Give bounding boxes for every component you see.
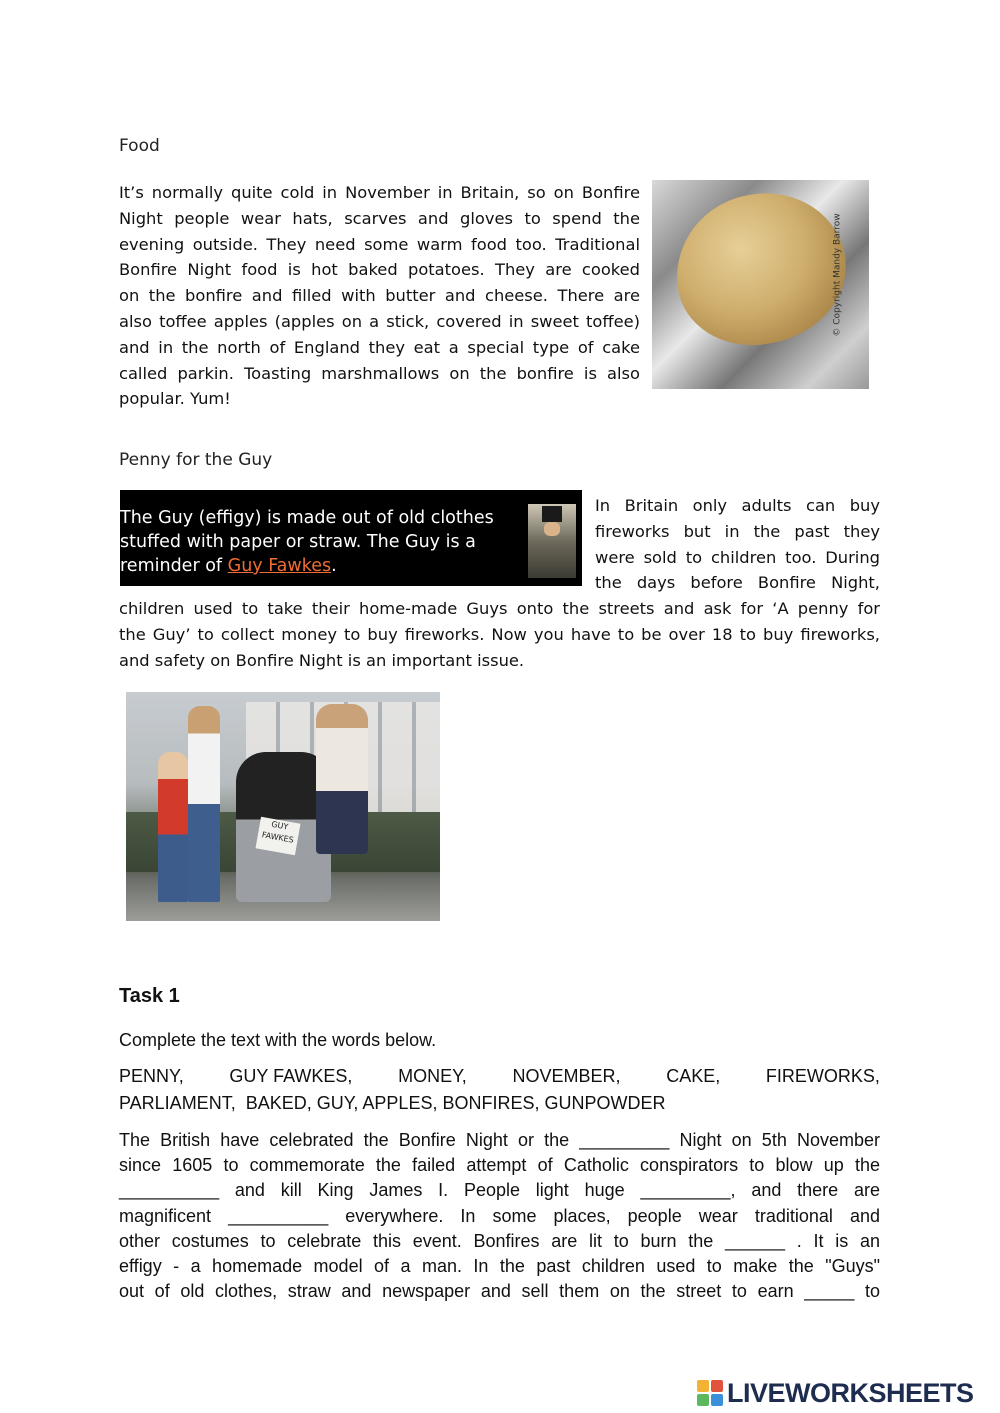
cloze-line: since 1605 to commemorate the failed attempt of Catholic conspirators to blow up the (119, 1155, 880, 1176)
penny-line: and safety on Bonfire Night is an important issue. (119, 650, 525, 670)
cloze-line: __________ and kill King James I. People light huge _________, and there are (119, 1180, 880, 1201)
guy-caption-text: The Guy (effigy) is made out of old clothes stuffed with paper or straw. The Guy is a reminder of (120, 508, 494, 576)
image-copyright: © Copyright Mandy Barrow (832, 213, 843, 337)
photo-child (188, 706, 220, 902)
logo-text: LIVEWORKSHEETS (727, 1377, 974, 1408)
food-line: evening outside. They need some warm food too. Traditional (119, 234, 640, 254)
penny-line: the Guy’ to collect money to buy fireworks. Now you have to be over 18 to buy fireworks, (119, 624, 880, 644)
penny-heading: Penny for the Guy (119, 450, 273, 470)
penny-line: were sold to children too. During (595, 547, 880, 567)
penny-line: the days before Bonfire Night, (595, 573, 880, 593)
cloze-line: The British have celebrated the Bonfire Night or the _________ Night on 5th November (119, 1130, 880, 1150)
penny-line: In Britain only adults can buy (595, 496, 880, 515)
penny-line: fireworks but in the past they (595, 521, 880, 541)
food-line: also toffee apples (apples on a stick, covered in sweet toffee) (119, 311, 640, 331)
word-bank-line-2: PARLIAMENT, BAKED, GUY, APPLES, BONFIRES, GUNPOWDER (119, 1093, 666, 1113)
word-bank-item: NOVEMBER, (512, 1066, 621, 1086)
logo-mark-icon (697, 1380, 723, 1406)
penny-side-paragraph (595, 493, 880, 596)
photo-child (158, 752, 188, 902)
word-bank-item: MONEY, (398, 1066, 467, 1086)
word-bank-item: FIREWORKS, (765, 1066, 880, 1086)
word-bank-item: GUY FAWKES, (229, 1066, 353, 1086)
logo-square (697, 1394, 709, 1406)
guy-face (544, 522, 560, 536)
guy-caption-end: . (331, 556, 337, 576)
cloze-line: effigy - a homemade model of a man. In the past children used to make the "Guys" (119, 1256, 880, 1277)
food-line: on the bonfire and filled with butter and cheese. There are (119, 286, 640, 306)
food-line: called parkin. Toasting marshmallows on the bonfire is also (119, 363, 640, 383)
food-paragraph (119, 180, 640, 412)
penny-full-paragraph (119, 596, 880, 673)
children-with-guy-photo (126, 692, 440, 921)
liveworksheets-logo (697, 1377, 974, 1409)
cloze-line: other costumes to celebrate this event. Bonfires are lit to burn the ______ . It is an (119, 1230, 880, 1251)
guy-caption (120, 506, 525, 578)
cloze-line: out of old clothes, straw and newspaper and sell them on the street to earn _____ to (119, 1281, 880, 1302)
guy-hat (542, 506, 562, 522)
task-instruction: Complete the text with the words below. (119, 1030, 437, 1050)
potato-shape (666, 183, 855, 355)
guy-fawkes-link[interactable]: Guy Fawkes (227, 556, 332, 576)
task-title: Task 1 (119, 985, 180, 1007)
logo-square (697, 1380, 709, 1392)
word-bank-line-1 (119, 1066, 880, 1087)
photo-child (316, 704, 368, 854)
logo-square (711, 1394, 723, 1406)
baked-potato-image (652, 180, 869, 389)
penny-line: children used to take their home-made Guys onto the streets and ask for ‘A penny for (119, 599, 880, 618)
food-line: popular. Yum! (119, 389, 231, 409)
guy-caption-image (120, 490, 582, 586)
logo-square (711, 1380, 723, 1392)
food-line: It’s normally quite cold in November in Britain, so on Bonfire (119, 183, 640, 202)
food-line: and in the north of England they eat a special type of cake (119, 337, 640, 357)
food-line: Bonfire Night food is hot baked potatoes. They are cooked (119, 260, 640, 280)
photo-guy-sign: GUY FAWKES (256, 817, 301, 855)
word-bank-item: PENNY, (119, 1066, 184, 1086)
food-line: Night people wear hats, scarves and gloves to spend the (119, 208, 640, 228)
word-bank-item: CAKE, (666, 1066, 721, 1086)
food-heading: Food (119, 136, 160, 156)
cloze-line: magnificent __________ everywhere. In some places, people wear traditional and (119, 1205, 880, 1226)
cloze-text (119, 1128, 880, 1304)
guy-thumbnail (528, 504, 576, 578)
